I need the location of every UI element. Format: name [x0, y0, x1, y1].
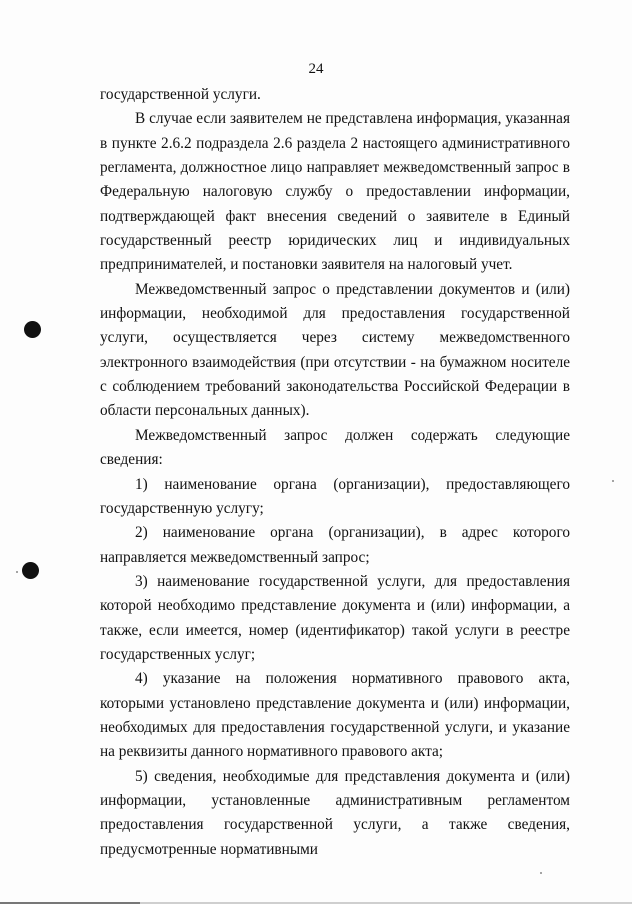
binder-hole	[24, 321, 41, 338]
body-text	[100, 83, 570, 862]
paragraph: Межведомственный запрос о представлении документов и (или) информации, необходимой для предоставления государственной услуги, осуществляется через систему межведомственного электронного взаимодействия (при отсутствии - на бумажном носителе с соблюдением требований законодательства Российской Федерации в области персональных данных).	[100, 280, 570, 420]
paragraph-continuation: государственной услуги.	[100, 86, 261, 103]
binder-hole	[22, 562, 39, 579]
paragraph: Межведомственный запрос должен содержать следующие сведения:	[100, 426, 570, 469]
list-item: 4) указание на положения нормативного правового акта, которыми установлено представление документа и (или) информации, необходимых для предоставления государственной услуги, и указание на реквизиты данного нормативного правового акта;	[100, 670, 570, 761]
scan-speck	[612, 480, 614, 482]
list-item: 3) наименование государственной услуги, для предоставления которой необходимо представление документа и (или) информации, а также, если имеется, номер (идентификатор) такой услуги в реестре государственных услуг;	[100, 572, 570, 663]
list-item: 2) наименование органа (организации), в адрес которого направляется межведомственный запрос;	[100, 524, 570, 566]
list-item: 5) сведения, необходимые для представления документа и (или) информации, установленные административным регламентом предоставления государственной услуги, а также сведения, предусмотренные нормативными	[100, 767, 570, 858]
scan-speck	[16, 571, 18, 573]
scan-speck	[540, 872, 542, 874]
list-item: 1) наименование органа (организации), предоставляющего государственную услугу;	[100, 475, 570, 517]
page-number: 24	[308, 61, 324, 77]
paragraph: В случае если заявителем не представлена информация, указанная в пункте 2.6.2 подраздела 2.6 раздела 2 настоящего административного регламента, должностное лицо направляет межведомственный запрос в Федеральную налоговую службу о предоставлении информации, подтверждающей факт внесения сведений о заявителе в Единый государственный реестр юридических лиц и индивидуальных предпринимателей, и постановки заявителя на налоговый учет.	[100, 110, 570, 274]
